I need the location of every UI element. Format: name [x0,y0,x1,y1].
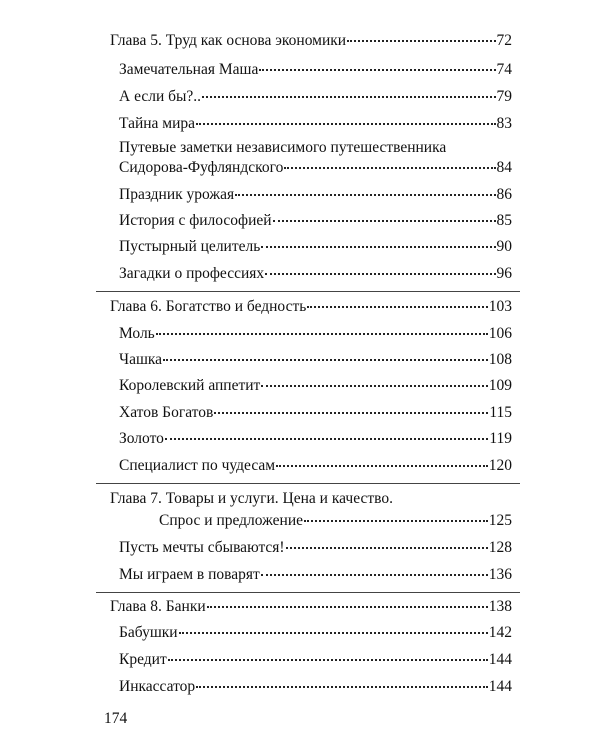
entry-page: 128 [488,539,512,556]
entry-title: Инкассатор [119,678,196,695]
toc-entry [119,403,512,423]
entry-page: 86 [496,186,512,203]
entry-page: 85 [496,212,512,229]
entry-title: Моль [119,325,155,342]
entry-title: Хатов Богатов [119,404,214,421]
entry-title: История с философией [119,212,272,229]
entry-page: 136 [488,566,512,583]
chapter-title-line1: Глава 7. Товары и услуги. Цена и качество. [110,490,393,507]
toc-entry [119,623,512,643]
toc-entry [119,158,512,178]
dot-leader [286,545,488,549]
toc-chapter-5 [110,31,512,51]
dot-leader [179,630,488,634]
toc-entry [119,456,512,476]
chapter-title: Глава 6. Богатство и бедность [110,298,307,315]
entry-title: Пустырный целитель [119,238,261,255]
chapter-page: 125 [488,512,512,529]
dot-leader [202,94,495,98]
toc-entry [119,650,512,670]
dot-leader [261,244,495,248]
dot-leader [168,657,488,661]
entry-title-line1: Путевые заметки независимого путешественника [119,139,447,156]
entry-title: Пусть мечты сбываются! [119,539,285,556]
toc-entry [119,429,512,449]
entry-title: Мы играем в поварят [119,566,260,583]
entry-page: 106 [488,325,512,342]
entry-page: 90 [496,238,512,255]
toc-entry [119,237,512,257]
entry-title: Праздник урожая [119,186,235,203]
section-divider [96,291,520,292]
toc-entry [119,565,512,585]
toc-entry [119,376,512,396]
entry-title: Сидорова-Фуфляндского [119,159,284,176]
dot-leader [261,572,488,576]
entry-title: Кредит [119,651,167,668]
dot-leader [276,463,488,467]
chapter-page: 138 [488,598,512,615]
entry-title: Замечательная Маша [119,61,259,78]
entry-page: 108 [488,351,512,368]
chapter-title: Глава 8. Банки [110,598,206,615]
dot-leader [284,165,495,169]
toc-entry [119,264,512,284]
dot-leader [163,357,488,361]
dot-leader [273,218,496,222]
dot-leader [261,383,487,387]
entry-page: 119 [489,430,512,447]
entry-page: 96 [496,265,512,282]
section-divider [96,592,520,593]
entry-title: Королевский аппетит [119,377,261,394]
toc-chapter-7 [159,511,512,531]
dot-leader [235,192,495,196]
entry-title: Тайна мира [119,115,196,132]
dot-leader [196,684,488,688]
toc-chapter-6 [110,297,512,317]
dot-leader [259,67,495,71]
entry-page: 144 [488,678,512,695]
entry-page: 115 [489,404,512,421]
entry-page: 74 [496,61,512,78]
dot-leader [307,304,487,308]
entry-title: А если бы?.. [119,88,202,105]
dot-leader [196,121,495,125]
dot-leader [347,38,495,42]
entry-title: Золото [119,430,164,447]
entry-page: 79 [496,88,512,105]
dot-leader [304,518,488,522]
entry-title: Загадки о профессиях [119,265,265,282]
toc-entry [119,677,512,697]
section-divider [96,483,520,484]
toc-chapter-8 [110,597,512,617]
entry-page: 83 [496,115,512,132]
toc-entry [119,324,512,344]
entry-title: Бабушки [119,624,178,641]
toc-entry [119,350,512,370]
dot-leader [207,604,488,608]
dot-leader [214,410,488,414]
entry-page: 142 [488,624,512,641]
chapter-page: 72 [496,32,512,49]
page-number: 174 [104,710,128,727]
toc-entry [119,538,512,558]
entry-page: 144 [488,651,512,668]
dot-leader [265,271,495,275]
entry-title: Специалист по чудесам [119,457,276,474]
dot-leader [165,436,488,440]
chapter-title: Глава 5. Труд как основа экономики [110,32,347,49]
dot-leader [156,331,488,335]
chapter-page: 103 [488,298,512,315]
toc-entry [119,87,512,107]
toc-entry [119,211,512,231]
entry-title: Чашка [119,351,163,368]
entry-page: 84 [496,159,512,176]
toc-entry [119,60,512,80]
chapter-title: Спрос и предложение [159,512,304,529]
entry-page: 120 [488,457,512,474]
toc-entry [119,185,512,205]
entry-page: 109 [488,377,512,394]
toc-entry [119,114,512,134]
